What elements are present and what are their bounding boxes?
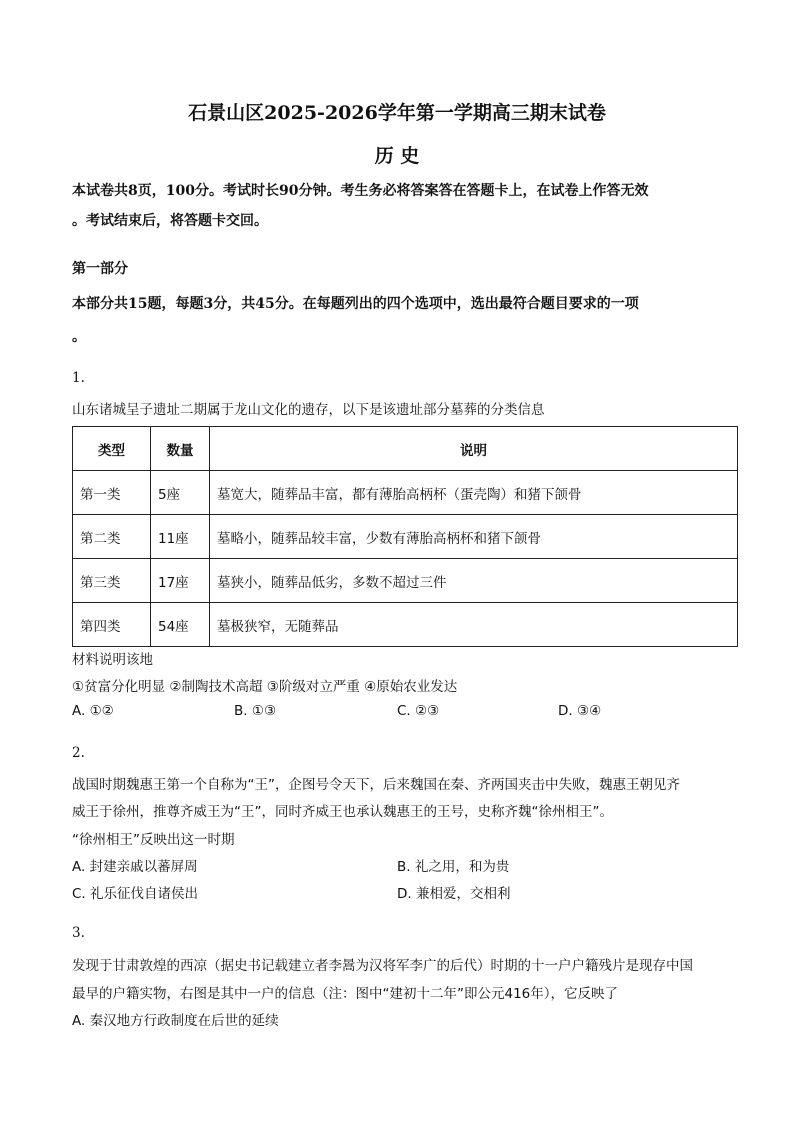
table-cell: 第四类 <box>73 603 151 647</box>
question-stem-line-3: “徐州相王”反映出这一时期 <box>72 832 235 848</box>
option-d[interactable]: D. 兼相爱，交相利 <box>397 886 511 902</box>
part-description-line-2: 。 <box>72 329 86 345</box>
table-cell: 11座 <box>151 515 210 559</box>
question-number: 3. <box>72 925 85 941</box>
subject-title: 历 史 <box>374 145 420 167</box>
option-c[interactable]: C. 礼乐征伐自诸侯出 <box>72 886 199 902</box>
option-d[interactable]: D. ③④ <box>558 703 602 719</box>
question-stem-line-1: 发现于甘肃敦煌的西凉（据史书记载建立者李暠为汉将军李广的后代）时期的十一户户籍残片是现存中国 <box>72 958 693 974</box>
table-header-cell: 说明 <box>210 427 738 471</box>
table-cell: 墓宽大，随葬品丰富，都有薄胎高柄杯（蛋壳陶）和猪下颌骨 <box>210 471 738 515</box>
table-cell: 54座 <box>151 603 210 647</box>
table-cell: 墓极狭窄，无随葬品 <box>210 603 738 647</box>
question-stem: 山东诸城呈子遗址二期属于龙山文化的遗存，以下是该遗址部分墓葬的分类信息 <box>72 402 545 418</box>
option-b[interactable]: B. 礼之用，和为贵 <box>397 859 510 875</box>
table-cell: 5座 <box>151 471 210 515</box>
option-a[interactable]: A. 秦汉地方行政制度在后世的延续 <box>72 1013 279 1029</box>
table-cell: 墓狭小，随葬品低劣，多数不超过三件 <box>210 559 738 603</box>
table-header-cell: 数量 <box>151 427 210 471</box>
exam-title: 石景山区2025-2026学年第一学期高三期末试卷 <box>188 102 606 124</box>
question-stem-line-2: 威王于徐州，推尊齐威王为“王”，同时齐威王也承认魏惠王的王号，史称齐魏“徐州相王”。 <box>72 804 613 820</box>
question-items: ①贫富分化明显 ②制陶技术高超 ③阶级对立严重 ④原始农业发达 <box>72 679 458 695</box>
table-row <box>73 515 738 559</box>
question-number: 2. <box>72 745 85 761</box>
question-continuation: 材料说明该地 <box>72 652 153 668</box>
option-a[interactable]: A. 封建亲戚以蕃屏周 <box>72 859 198 875</box>
instructions-line-2: 。考试结束后，将答题卡交回。 <box>72 213 268 229</box>
table-cell: 墓略小，随葬品较丰富，少数有薄胎高柄杯和猪下颌骨 <box>210 515 738 559</box>
tomb-classification-table <box>72 426 738 647</box>
part-description-line-1: 本部分共15题，每题3分，共45分。在每题列出的四个选项中，选出最符合题目要求的一项 <box>72 296 639 312</box>
option-a[interactable]: A. ①② <box>72 703 114 719</box>
table-row <box>73 471 738 515</box>
table-cell: 第三类 <box>73 559 151 603</box>
option-c[interactable]: C. ②③ <box>397 703 440 719</box>
table-cell: 17座 <box>151 559 210 603</box>
question-number: 1. <box>72 370 85 386</box>
part-heading: 第一部分 <box>72 261 128 277</box>
table-row <box>73 603 738 647</box>
table-row <box>73 559 738 603</box>
table-header-cell: 类型 <box>73 427 151 471</box>
question-stem-line-1: 战国时期魏惠王第一个自称为“王”，企图号令天下，后来魏国在秦、齐两国夹击中失败，魏惠王朝见齐 <box>72 777 680 793</box>
table-header-row <box>73 427 738 471</box>
question-stem-line-2: 最早的户籍实物，右图是其中一户的信息（注：图中“建初十二年”即公元416年），它反映了 <box>72 986 619 1002</box>
instructions-line-1: 本试卷共8页，100分。考试时长90分钟。考生务必将答案答在答题卡上，在试卷上作答无效 <box>72 183 649 199</box>
table-cell: 第二类 <box>73 515 151 559</box>
table-cell: 第一类 <box>73 471 151 515</box>
option-b[interactable]: B. ①③ <box>234 703 277 719</box>
